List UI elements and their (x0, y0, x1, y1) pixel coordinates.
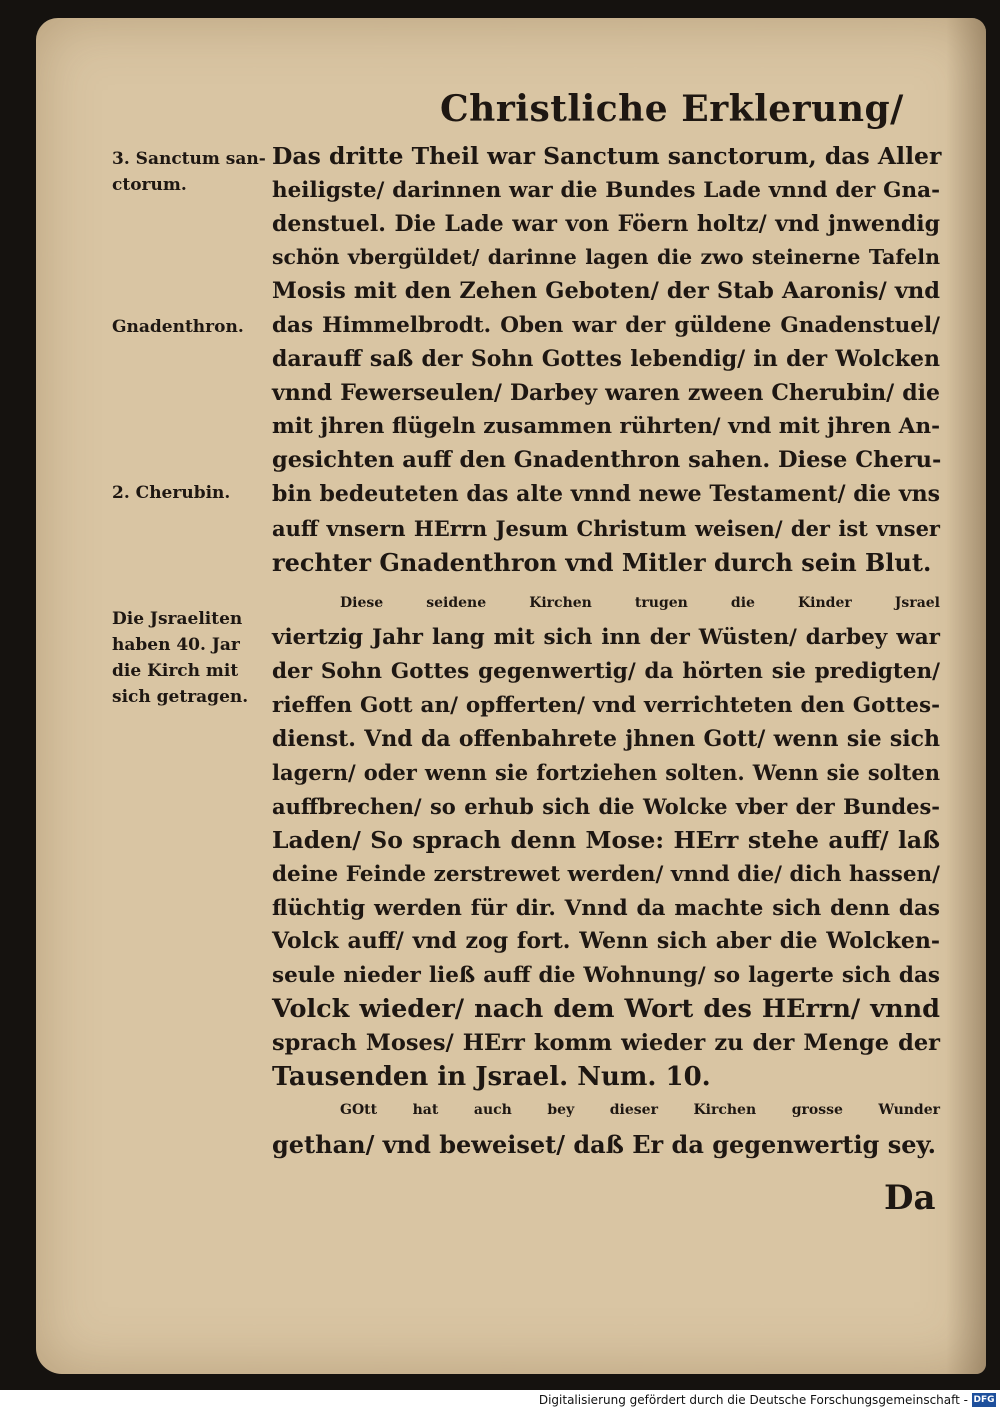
catchword: Da (884, 1178, 936, 1218)
text-line: auffbrechen/ so erhub sich die Wolcke vber der Bundes- (272, 794, 940, 820)
text-line: denstuel. Die Lade war von Föern holtz/ vnd jnwendig (272, 210, 940, 237)
margin-note-cherubin (112, 480, 272, 506)
margin-note-sanctum (112, 146, 272, 198)
margin-note-line: sich getragen. (112, 687, 249, 707)
margin-note-line: 2. Cherubin. (112, 483, 231, 503)
text-line: der Sohn Gottes gegenwertig/ da hörten sie predigten/ (272, 658, 940, 684)
text-line: GOtt hat auch bey dieser Kirchen grosse Wunder (340, 1102, 940, 1119)
text-line: gethan/ vnd beweiset/ daß Er da gegenwertig sey. (272, 1130, 937, 1160)
text-line: rieffen Gott an/ opfferten/ vnd verrichteten den Gottes- (272, 692, 940, 718)
text-line: deine Feinde zerstrewet werden/ vnnd die/ dich hassen/ (272, 861, 940, 887)
text-line: flüchtig werden für dir. Vnnd da machte sich denn das (272, 895, 940, 921)
margin-note-line: ctorum. (112, 175, 187, 195)
text-line: Laden/ So sprach denn Mose: HErr stehe auff/ laß (272, 825, 940, 854)
text-line: Volck auff/ vnd zog fort. Wenn sich aber die Wolcken- (272, 928, 940, 955)
text-line: darauff saß der Sohn Gottes lebendig/ in der Wolcken (272, 345, 940, 372)
text-line: Tausenden in Jsrael. Num. 10. (272, 1061, 711, 1092)
text-line: Mosis mit den Zehen Geboten/ der Stab Aaronis/ vnd (272, 278, 940, 305)
margin-note-line: die Kirch mit (112, 661, 239, 681)
text-line: dienst. Vnd da offenbahrete jhnen Gott/ wenn sie sich (272, 725, 940, 752)
margin-note-gnadenthron (112, 314, 272, 340)
funding-credit: Digitalisierung gefördert durch die Deutsche Forschungsgemeinschaft - (538, 1393, 968, 1407)
text-line: sprach Moses/ HErr komm wieder zu der Menge der (272, 1029, 940, 1056)
paragraph (272, 587, 940, 1094)
text-line: auff vnsern HErrn Jesum Christum weisen/ der ist vnser (272, 515, 940, 541)
text-line: Diese seidene Kirchen trugen die Kinder Jsrael (340, 595, 940, 612)
paragraph (272, 1094, 940, 1162)
main-text (272, 140, 940, 1162)
text-line: Das dritte Theil war Sanctum sanctorum, das Aller (272, 142, 942, 170)
text-line: lagern/ oder wenn sie fortziehen solten. Wenn sie solten (272, 760, 940, 786)
margin-note-line: 3. Sanctum san- (112, 149, 266, 169)
text-line: vnnd Fewerseulen/ Darbey waren zween Cherubin/ die (272, 379, 940, 406)
dfg-logo: DFG (973, 1395, 995, 1405)
text-line: heiligste/ darinnen war die Bundes Lade vnnd der Gna- (272, 177, 940, 203)
margin-note-line: Gnadenthron. (112, 317, 244, 337)
margin-note-line: haben 40. Jar (112, 635, 240, 655)
text-line: rechter Gnadenthron vnd Mitler durch sein Blut. (272, 547, 932, 577)
text-line: mit jhren flügeln zusammen rührten/ vnd mit jhren An- (272, 414, 940, 440)
text-line: schön vbergüldet/ darinne lagen die zwo steinerne Tafeln (272, 245, 940, 270)
footer-bar (0, 1390, 1000, 1411)
paragraph (272, 140, 940, 579)
text-line: Volck wieder/ nach dem Wort des HErrn/ vnnd (272, 993, 940, 1024)
text-line: seule nieder ließ auff die Wohnung/ so lagerte sich das (272, 963, 940, 989)
running-head: Christliche Erklerung/ (440, 88, 904, 130)
text-line: gesichten auff den Gnadenthron sahen. Diese Cheru- (272, 447, 942, 474)
text-line: das Himmelbrodt. Oben war der güldene Gnadenstuel/ (272, 312, 940, 338)
text-line: bin bedeuteten das alte vnnd newe Testament/ die vns (272, 480, 940, 507)
margin-note-israeliten (112, 606, 272, 710)
margin-note-line: Die Jsraeliten (112, 609, 243, 629)
text-line: viertzig Jahr lang mit sich inn der Wüsten/ darbey war (272, 625, 940, 651)
